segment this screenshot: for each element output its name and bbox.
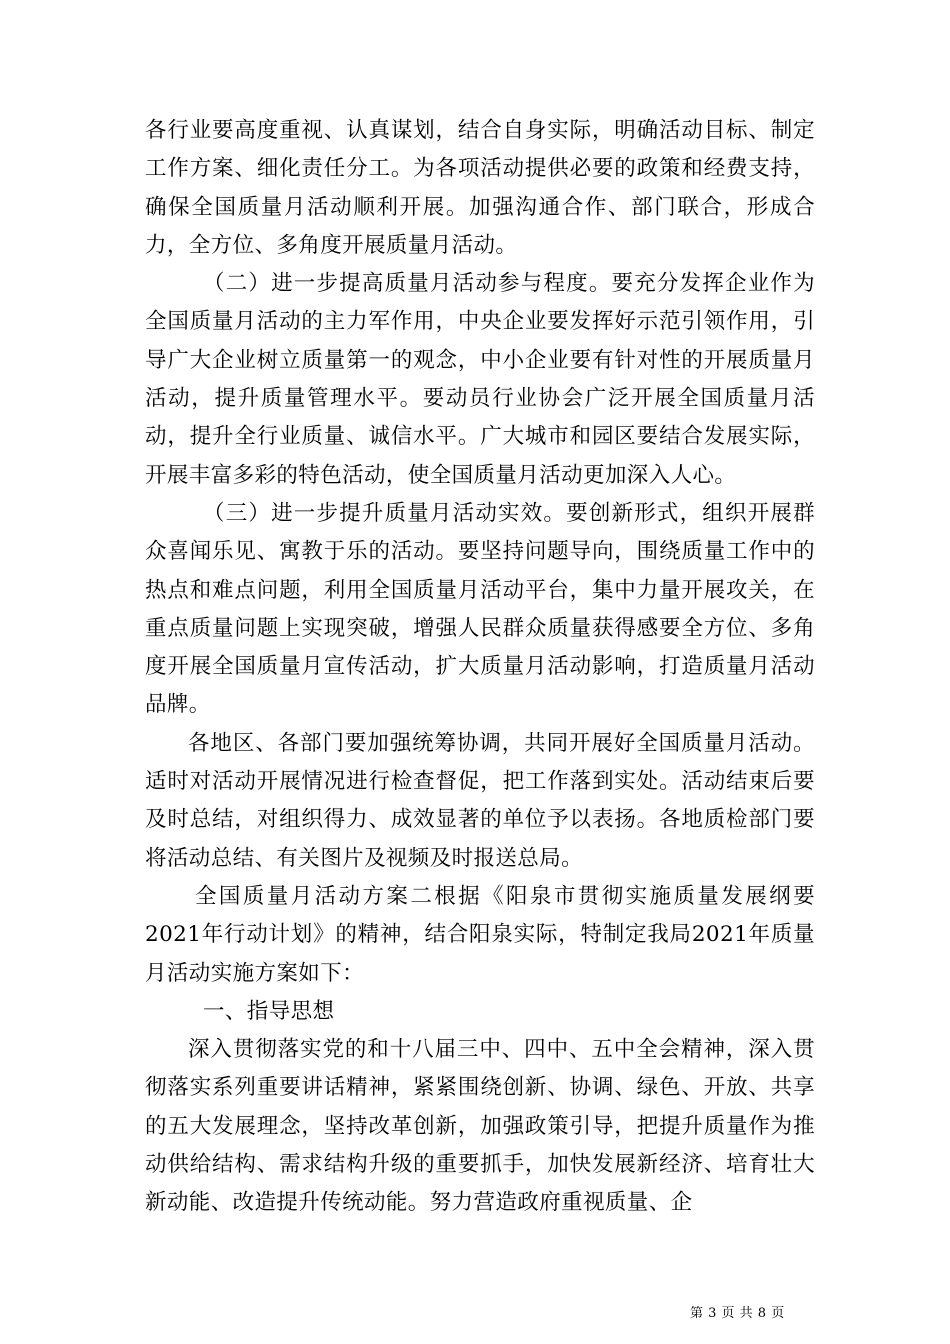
page-number: 第 3 页 共 8 页 — [690, 1306, 785, 1321]
paragraph-effectiveness: （三）进一步提升质量月活动实效。要创新形式，组织开展群众喜闻乐见、寓教于乐的活动。要坚持问题导向，围绕质量工作中的热点和难点问题，利用全国质量月活动平台，集中力量开展攻关，在重点质量问题上实现突破，增强人民群众质量获得感要全方位、多角度开展全国质量月宣传活动，扩大质量月活动影响，打造质量月活动品牌。 — [145, 500, 815, 718]
paragraph-participation: （二）进一步提高质量月活动参与程度。要充分发挥企业作为全国质量月活动的主力军作用，中央企业要发挥好示范引领作用，引导广大企业树立质量第一的观念，中小企业要有针对性的开展质量月活动，提升质量管理水平。要动员行业协会广泛开展全国质量月活动，提升全行业质量、诚信水平。广大城市和园区要结合发展实际，开展丰富多彩的特色活动，使全国质量月活动更加深入人心。 — [145, 271, 815, 488]
paragraph-guiding-ideology: 深入贯彻落实党的和十八届三中、四中、五中全会精神，深入贯彻落实系列重要讲话精神，紧紧围绕创新、协调、绿色、开放、共享的五大发展理念，坚持改革创新，加强政策引导，把提升质量作为推动供给结构、需求结构升级的重要抓手，加快发展新经济、培育壮大新动能、改造提升传统动能。努力营造政府重视质量、企 — [145, 1037, 815, 1216]
paragraph-coordination: 各地区、各部门要加强统筹协调，共同开展好全国质量月活动。适时对活动开展情况进行检查督促，把工作落到实处。活动结束后要及时总结，对组织得力、成效显著的单位予以表扬。各地质检部门要将活动总结、有关图片及视频及时报送总局。 — [145, 730, 815, 871]
document-body — [145, 112, 815, 1223]
paragraph-plan-two-intro: 全国质量月活动方案二根据《阳泉市贯彻实施质量发展纲要2021年行动计划》的精神，结合阳泉实际，特制定我局2021年质量月活动实施方案如下： — [145, 883, 815, 986]
paragraph-responsibility: 各行业要高度重视、认真谋划，结合自身实际，明确活动目标、制定工作方案、细化责任分工。为各项活动提供必要的政策和经费支持，确保全国质量月活动顺利开展。加强沟通合作、部门联合，形成合力，全方位、多角度开展质量月活动。 — [145, 118, 815, 258]
section-heading-guiding-ideology: 一、指导思想 — [203, 998, 335, 1024]
